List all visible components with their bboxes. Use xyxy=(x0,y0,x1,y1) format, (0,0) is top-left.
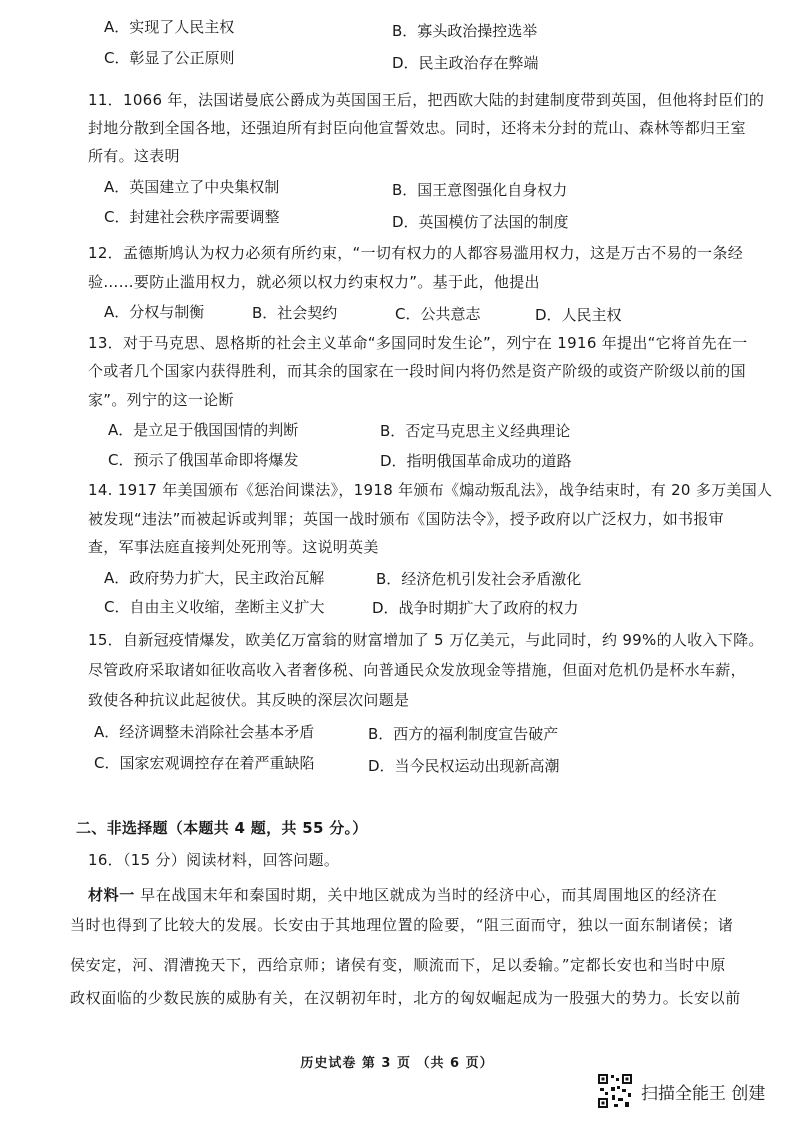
q10-option-a: A．实现了人民主权 xyxy=(104,18,235,36)
q16-material-label: 材料一 xyxy=(88,886,135,904)
q13-option-d: D．指明俄国革命成功的道路 xyxy=(380,452,572,470)
q13-stem-line-3: 家”。列宁的这一论断 xyxy=(88,391,234,409)
q15-option-a: A．经济调整未消除社会基本矛盾 xyxy=(94,723,315,741)
q13-option-c: C．预示了俄国革命即将爆发 xyxy=(108,451,299,469)
q11-stem-line-3: 所有。这表明 xyxy=(88,147,180,165)
q15-option-d: D．当今民权运动出现新高潮 xyxy=(368,757,560,775)
q16-material-line-2: 当时也得到了比较大的发展。长安由于其地理位置的险要，“阻三面而守，独以一面东制诸侯；诸 xyxy=(70,916,734,934)
q14-stem-line-1: 14. 1917 年美国颁布《惩治间谍法》，1918 年颁布《煽动叛乱法》，战争结束时，有 20 多万美国人 xyxy=(88,481,773,499)
q12-option-c: C．公共意志 xyxy=(395,305,481,323)
q15-stem-line-1: 15．自新冠疫情爆发，欧美亿万富翁的财富增加了 5 万亿美元，与此同时，约 99%的人收入下降。 xyxy=(88,631,764,649)
scanner-watermark xyxy=(597,1072,765,1110)
q14-option-a: A．政府势力扩大，民主政治瓦解 xyxy=(104,569,325,587)
q15-option-c: C．国家宏观调控存在着严重缺陷 xyxy=(94,754,315,772)
q14-stem-line-2: 被发现“违法”而被起诉或判罪；英国一战时颁布《国防法令》，授予政府以广泛权力，如书报审 xyxy=(88,510,724,528)
page-footer: 历史试卷 第 3 页 （共 6 页） xyxy=(300,1056,494,1071)
q11-option-c: C．封建社会秩序需要调整 xyxy=(104,208,280,226)
q11-option-d: D．英国模仿了法国的制度 xyxy=(392,213,569,231)
qr-code-icon xyxy=(597,1073,633,1109)
q16-header: 16．（15 分）阅读材料，回答问题。 xyxy=(88,851,340,869)
q13-stem-line-2: 个或者几个国家内获得胜利，而其余的国家在一段时间内将仍然是资产阶级的或资产阶级以前的国 xyxy=(88,362,746,380)
q14-stem-line-3: 查，军事法庭直接判处死刑等。这说明英美 xyxy=(88,538,379,556)
q13-option-a: A．是立足于俄国国情的判断 xyxy=(108,421,299,439)
q15-stem-line-3: 致使各种抗议此起彼伏。其反映的深层次问题是 xyxy=(88,691,410,709)
q15-stem-line-2: 尽管政府采取诸如征收高收入者奢侈税、向普通民众发放现金等措施，但面对危机仍是杯水车薪， xyxy=(88,661,746,679)
q12-option-b: B．社会契约 xyxy=(252,304,338,322)
q10-option-b: B．寡头政治操控选举 xyxy=(392,22,538,40)
scanner-watermark-text: 扫描全能王 创建 xyxy=(641,1083,766,1104)
q14-option-c: C．自由主义收缩，垄断主义扩大 xyxy=(104,598,325,616)
q11-option-b: B．国王意图强化自身权力 xyxy=(392,181,568,199)
q16-material-text-1: 早在战国末年和秦国时期，关中地区就成为当时的经济中心，而其周围地区的经济在 xyxy=(134,886,718,904)
q12-option-d: D．人民主权 xyxy=(535,306,622,324)
q16-material-line-1 xyxy=(88,885,717,905)
q11-option-a: A．英国建立了中央集权制 xyxy=(104,178,280,196)
q11-stem-line-2: 封地分散到全国各地，还强迫所有封臣向他宣誓效忠。同时，还将未分封的荒山、森林等都归王室 xyxy=(88,119,746,137)
q12-option-a: A．分权与制衡 xyxy=(104,303,205,321)
q13-option-b: B．否定马克思主义经典理论 xyxy=(380,422,571,440)
section-2-heading: 二、非选择题（本题共 4 题，共 55 分。） xyxy=(76,819,368,837)
q16-material-line-4: 政权面临的少数民族的威胁有关，在汉朝初年时，北方的匈奴崛起成为一股强大的势力。长安以前 xyxy=(70,989,741,1007)
q12-stem-line-2: 验……要防止滥用权力，就必须以权力约束权力”。基于此，他提出 xyxy=(88,273,540,291)
q16-material-line-3: 侯安定，河、渭漕挽天下，西给京师；诸侯有变，顺流而下，足以委输。”定都长安也和当时中原 xyxy=(70,956,726,974)
q13-stem-line-1: 13．对于马克思、恩格斯的社会主义革命“多国同时发生论”，列宁在 1916 年提出“它将首先在一 xyxy=(88,334,748,352)
q15-option-b: B．西方的福利制度宣告破产 xyxy=(368,725,559,743)
q10-option-c: C．彰显了公正原则 xyxy=(104,49,235,67)
q12-stem-line-1: 12．孟德斯鸠认为权力必须有所约束，“一切有权力的人都容易滥用权力，这是万古不易的一条经 xyxy=(88,244,744,262)
q11-stem-line-1: 11．1066 年，法国诺曼底公爵成为英国国王后，把西欧大陆的封建制度带到英国，但他将封臣们的 xyxy=(88,91,765,109)
q10-option-d: D．民主政治存在弊端 xyxy=(392,54,539,72)
q14-option-d: D．战争时期扩大了政府的权力 xyxy=(372,599,579,617)
q14-option-b: B．经济危机引发社会矛盾激化 xyxy=(376,570,582,588)
